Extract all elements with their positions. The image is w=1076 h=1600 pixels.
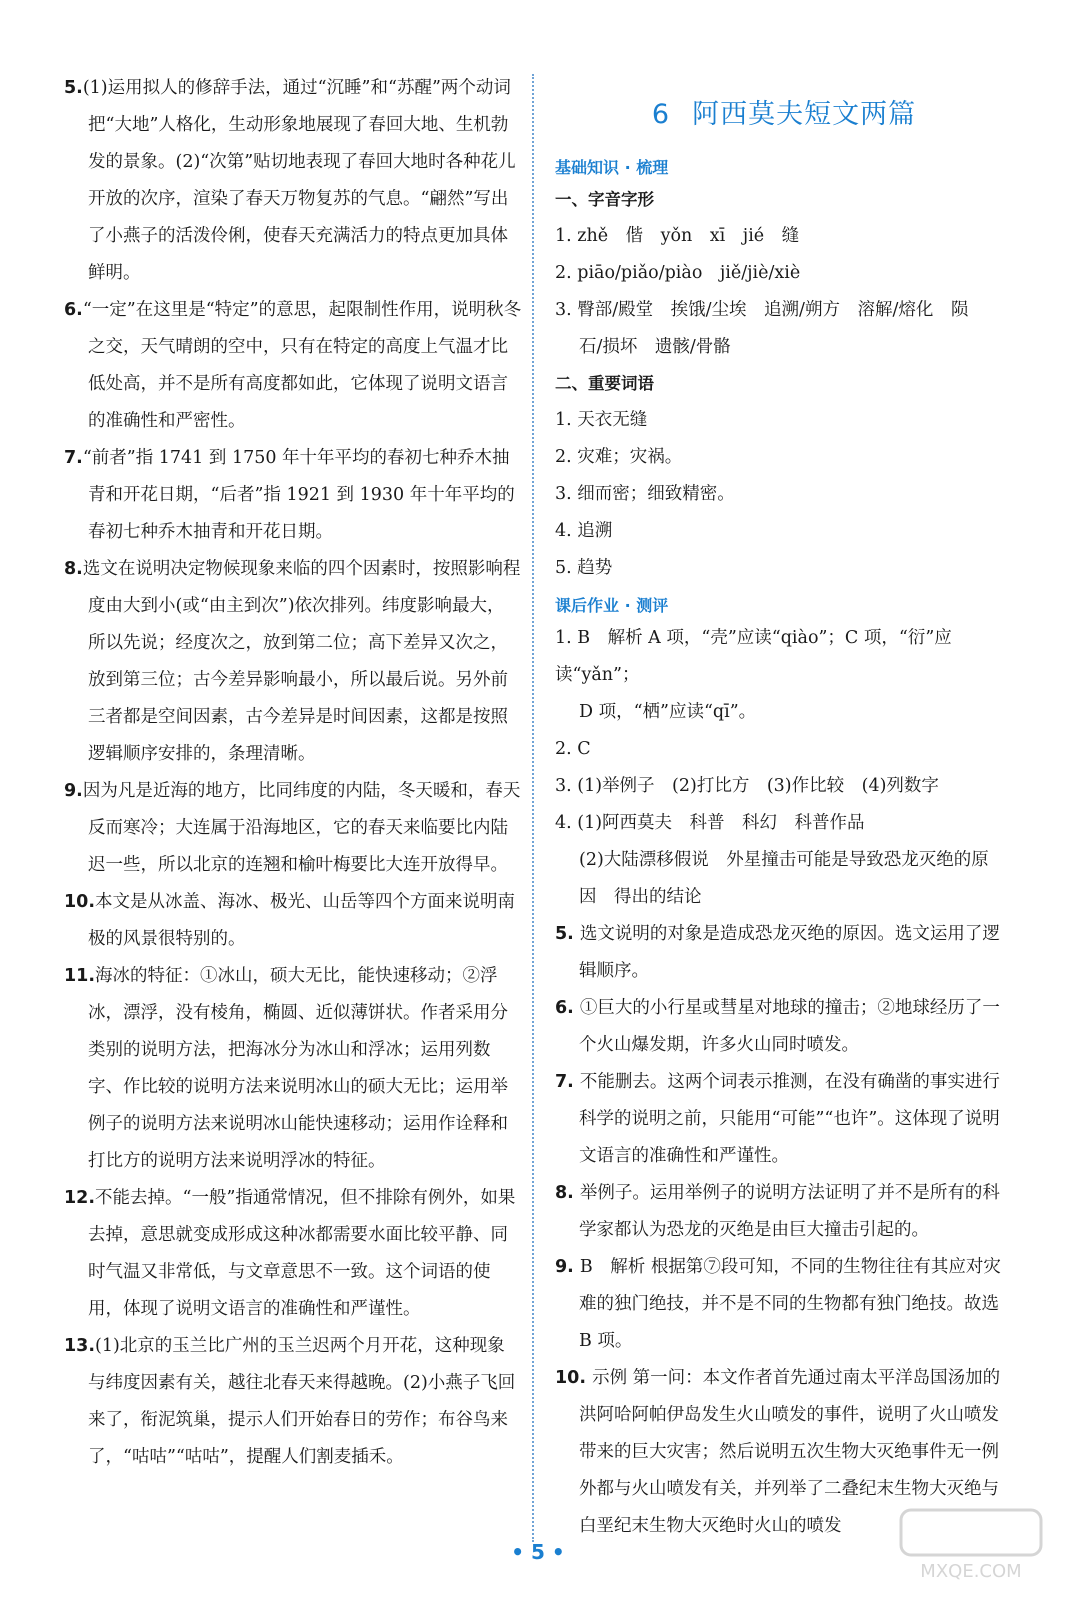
item-text: 海冰的特征：①冰山，硕大无比，能快速移动；②浮冰，漂浮，没有棱角，椭圆、近似薄饼状。作者采用分类别的说明方法，把海冰分为冰山和浮冰；运用列数字、作比较的说明方法来说明冰山的硕大无比；运用举例子的说明方法来说明冰山能快速移动；运用作诠释和打比方的说明方法来说明浮冰的特征。 <box>88 966 508 1171</box>
answer-item-7: 7. 不能删去。这两个词表示推测，在没有确凿的事实进行科学的说明之前，只能用“可能”“也许”。这体现了说明文语言的准确性和严谨性。 <box>555 1072 1000 1166</box>
answer-line: 2. piāo/piǎo/piào jiě/jiè/xiè <box>555 263 801 283</box>
answer-item-8 <box>64 551 522 773</box>
answer-item-9 <box>64 773 522 884</box>
answer-line: 1. 天衣无缝 <box>555 410 648 430</box>
chapter-number: 6 <box>651 99 671 130</box>
chapter-title <box>555 92 1013 131</box>
answer-line: 2. 灾难；灾祸。 <box>555 447 683 467</box>
answer-item-11 <box>64 958 522 1180</box>
subheading-vocabulary: 二、重要词语 <box>555 374 654 393</box>
answer-item-12 <box>64 1180 522 1328</box>
left-column <box>64 70 522 1476</box>
answer-line: 3. (1)举例子 (2)打比方 (3)作比较 (4)列数字 <box>555 776 939 796</box>
answer-item-8: 8. 举例子。运用举例子的说明方法证明了并不是所有的科学家都认为恐龙的灭绝是由巨大撞击引起的。 <box>555 1183 1000 1240</box>
answer-line: 因 得出的结论 <box>579 887 702 907</box>
svg-text:MXQE.COM: MXQE.COM <box>920 1561 1022 1582</box>
item-text: 选文在说明决定物候现象来临的四个因素时，按照影响程度由大到小(或“由主到次”)依次排列。纬度影响最大，所以先说；经度次之，放到第二位；高下差异又次之，放到第三位；古今差异影响最小，所以最后说。另外前三者都是空间因素，古今差异是时间因素，这都是按照逻辑顺序安排的，条理清晰。 <box>82 559 521 764</box>
answer-line: 5. 趋势 <box>555 558 613 578</box>
answer-item-10: 10. 示例 第一问：本文作者首先通过南太平洋岛国汤加的洪阿哈阿帕伊岛发生火山喷发的事件，说明了火山喷发带来的巨大灾害；然后说明五次生物大灭绝事件无一例外都与火山喷发有关，并列举了二叠纪末生物大灭绝与白垩纪末生物大灭绝时火山的喷发 <box>555 1368 1001 1536</box>
item-number: 7. <box>64 448 83 468</box>
subheading-pronunciation: 一、字音字形 <box>555 190 654 209</box>
item-text: (1)北京的玉兰比广州的玉兰迟两个月开花，这种现象与纬度因素有关，越往北春天来得越晚。(2)小燕子飞回来了，衔泥筑巢，提示人们开始春日的劳作；布谷鸟来了，“咕咕”“咕咕”，提醒人们割麦插禾。 <box>88 1336 516 1467</box>
page-number: • 5 • <box>511 1540 565 1564</box>
item-number: 10. <box>64 892 96 912</box>
answer-line: 1. B 解析 A 项，“壳”应读“qiào”；C 项，“衍”应读“yǎn”； <box>555 628 952 685</box>
watermark-logo <box>896 1505 1046 1585</box>
item-text: 本文是从冰盖、海冰、极光、山岳等四个方面来说明南极的风景很特别的。 <box>88 892 516 949</box>
chapter-title-text: 阿西莫夫短文两篇 <box>692 99 917 130</box>
answer-line: 3. 臀部/殿堂 挨饿/尘埃 追溯/朔方 溶解/熔化 陨 <box>555 300 969 320</box>
item-number: 9. <box>64 781 83 801</box>
answer-line: 1. zhě 偕 yǒn xī jié 缝 <box>555 226 800 246</box>
answer-line: D 项，“栖”应读“qī”。 <box>579 702 757 722</box>
answer-item-7 <box>64 440 522 551</box>
item-number: 13. <box>64 1336 96 1356</box>
item-text: “一定”在这里是“特定”的意思，起限制性作用，说明秋冬之交，天气晴朗的空中，只有在特定的高度上气温才比低处高，并不是所有高度都如此，它体现了说明文语言的准确性和严密性。 <box>82 300 522 431</box>
answer-item-10 <box>64 884 522 958</box>
answer-item-5: 5. 选文说明的对象是造成恐龙灭绝的原因。选文运用了逻辑顺序。 <box>555 924 1000 981</box>
answer-item-13 <box>64 1328 522 1476</box>
section-label-basics: 基础知识 · 梳理 <box>555 158 669 177</box>
column-divider <box>532 74 534 1542</box>
right-column <box>555 70 1013 1545</box>
item-number: 6. <box>64 300 83 320</box>
answer-item-5 <box>64 70 522 292</box>
item-number: 8. <box>64 559 83 579</box>
item-text: (1)运用拟人的修辞手法，通过“沉睡”和“苏醒”两个动词把“大地”人格化，生动形象地展现了春回大地、生机勃发的景象。(2)“次第”贴切地表现了春回大地时各种花儿开放的次序，渲染了春天万物复苏的气息。“翩然”写出了小燕子的活泼伶俐，使春天充满活力的特点更加具体鲜明。 <box>82 78 516 283</box>
answer-item-9: 9. B 解析 根据第⑦段可知，不同的生物往往有其应对灾难的独门绝技，并不是不同的生物都有独门绝技。故选 B 项。 <box>555 1257 1001 1351</box>
item-number: 5. <box>64 78 83 98</box>
answer-item-6: 6. ①巨大的小行星或彗星对地球的撞击；②地球经历了一个火山爆发期，许多火山同时喷发。 <box>555 998 1000 1055</box>
answer-line: 石/损坏 遗骸/骨骼 <box>579 337 731 357</box>
item-text: 因为凡是近海的地方，比同纬度的内陆，冬天暖和，春天反而寒冷；大连属于沿海地区，它的春天来临要比内陆迟一些，所以北京的连翘和榆叶梅要比大连开放得早。 <box>82 781 521 875</box>
item-number: 12. <box>64 1188 96 1208</box>
answer-line: 4. 追溯 <box>555 521 613 541</box>
item-number: 11. <box>64 966 96 986</box>
answer-line: (2)大陆漂移假说 外星撞击可能是导致恐龙灭绝的原 <box>579 850 989 870</box>
answer-line: 4. (1)阿西莫夫 科普 科幻 科普作品 <box>555 813 865 833</box>
item-text: 不能去掉。“一般”指通常情况，但不排除有例外，如果去掉，意思就变成形成这种冰都需要水面比较平静、同时气温又非常低，与文章意思不一致。这个词语的使用，体现了说明文语言的准确性和严谨性。 <box>88 1188 516 1319</box>
answer-item-6 <box>64 292 522 440</box>
section-label-homework: 课后作业 · 测评 <box>555 596 669 615</box>
answer-line: 3. 细而密；细致精密。 <box>555 484 735 504</box>
item-text: “前者”指 1741 到 1750 年十年平均的春初七种乔木抽青和开花日期，“后者”指 1921 到 1930 年十年平均的春初七种乔木抽青和开花日期。 <box>82 448 515 542</box>
answer-line: 2. C <box>555 739 591 759</box>
